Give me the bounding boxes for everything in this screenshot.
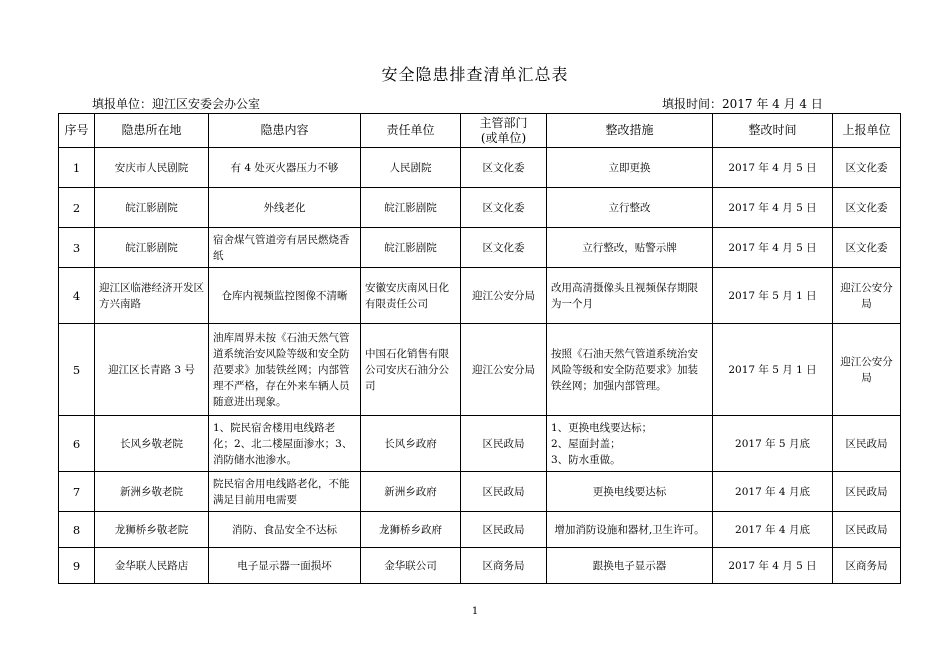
cell-reporter: 迎江公安分局: [833, 268, 901, 324]
header-dept-line1: 主管部门: [479, 115, 528, 130]
cell-measures: 增加消防设施和器材,卫生许可。: [547, 512, 713, 548]
cell-measures: 按照《石油天然气管道系统治安风险等级和安全防范要求》加装铁丝网；加强内部管理。: [547, 324, 713, 416]
cell-reporter: 区文化委: [833, 148, 901, 188]
cell-location: 皖江影剧院: [95, 188, 209, 228]
cell-reporter: 区民政局: [833, 472, 901, 512]
reporting-time: 填报时间：2017 年 4 月 4 日: [662, 97, 823, 111]
cell-seq: 4: [59, 268, 95, 324]
cell-responsible: 皖江影剧院: [361, 188, 461, 228]
hazard-summary-table: [58, 113, 901, 584]
cell-measures: 立即更换: [547, 148, 713, 188]
cell-content: 仓库内视频监控图像不清晰: [209, 268, 361, 324]
cell-time: 2017 年 4 月 5 日: [713, 148, 833, 188]
table-row: [59, 472, 901, 512]
cell-responsible: 中国石化销售有限公司安庆石油分公司: [361, 324, 461, 416]
header-seq: 序号: [59, 114, 95, 148]
cell-seq: 8: [59, 512, 95, 548]
cell-measures: 立行整改，贴警示牌: [547, 228, 713, 268]
cell-time: 2017 年 4 月 5 日: [713, 548, 833, 584]
cell-seq: 6: [59, 416, 95, 472]
cell-time: 2017 年 5 月 1 日: [713, 324, 833, 416]
cell-location: 龙狮桥乡敬老院: [95, 512, 209, 548]
cell-responsible: 新洲乡政府: [361, 472, 461, 512]
header-reporter: 上报单位: [833, 114, 901, 148]
cell-time: 2017 年 4 月底: [713, 472, 833, 512]
cell-location: 迎江区临港经济开发区方兴南路: [95, 268, 209, 324]
cell-dept: 区文化委: [461, 228, 547, 268]
cell-seq: 5: [59, 324, 95, 416]
cell-seq: 3: [59, 228, 95, 268]
table-row: [59, 512, 901, 548]
page-number: 1: [471, 606, 479, 617]
cell-reporter: 区商务局: [833, 548, 901, 584]
cell-content: 电子显示器一面损坏: [209, 548, 361, 584]
cell-reporter: 区文化委: [833, 228, 901, 268]
cell-seq: 7: [59, 472, 95, 512]
cell-dept: 区文化委: [461, 148, 547, 188]
cell-dept: 迎江公安分局: [461, 324, 547, 416]
cell-seq: 1: [59, 148, 95, 188]
cell-time: 2017 年 5 月 1 日: [713, 268, 833, 324]
cell-measures: 改用高清摄像头且视频保存期限为一个月: [547, 268, 713, 324]
table-row: [59, 228, 901, 268]
table-row: [59, 324, 901, 416]
table-row: [59, 148, 901, 188]
cell-dept: 区商务局: [461, 548, 547, 584]
cell-time: 2017 年 4 月 5 日: [713, 228, 833, 268]
cell-content: 宿舍煤气管道旁有居民燃烧香纸: [209, 228, 361, 268]
cell-reporter: 区民政局: [833, 512, 901, 548]
reporting-unit: 填报单位：迎江区安委会办公室: [92, 97, 261, 111]
cell-responsible: 龙狮桥乡政府: [361, 512, 461, 548]
cell-measures: 立行整改: [547, 188, 713, 228]
cell-responsible: 安徽安庆南风日化有限责任公司: [361, 268, 461, 324]
cell-seq: 2: [59, 188, 95, 228]
header-location: 隐患所在地: [95, 114, 209, 148]
table-row: [59, 268, 901, 324]
header-measures: 整改措施: [547, 114, 713, 148]
cell-time: 2017 年 4 月底: [713, 512, 833, 548]
table-row: [59, 548, 901, 584]
cell-content: 外线老化: [209, 188, 361, 228]
cell-reporter: 区民政局: [833, 416, 901, 472]
cell-dept: 区民政局: [461, 472, 547, 512]
header-content: 隐患内容: [209, 114, 361, 148]
cell-location: 金华联人民路店: [95, 548, 209, 584]
table-row: [59, 416, 901, 472]
header-time: 整改时间: [713, 114, 833, 148]
cell-content: 有 4 处灭火器压力不够: [209, 148, 361, 188]
header-responsible: 责任单位: [361, 114, 461, 148]
cell-location: 长风乡敬老院: [95, 416, 209, 472]
cell-measures: 更换电线要达标: [547, 472, 713, 512]
cell-responsible: 金华联公司: [361, 548, 461, 584]
cell-time: 2017 年 4 月 5 日: [713, 188, 833, 228]
page-title: 安全隐患排查清单汇总表: [381, 65, 569, 84]
cell-seq: 9: [59, 548, 95, 584]
cell-dept: 区民政局: [461, 416, 547, 472]
table-header-row: [59, 114, 901, 148]
cell-responsible: 皖江影剧院: [361, 228, 461, 268]
cell-measures: 跟换电子显示器: [547, 548, 713, 584]
cell-time: 2017 年 5 月底: [713, 416, 833, 472]
header-dept: [461, 114, 547, 148]
cell-content: 院民宿舍用电线路老化，不能满足目前用电需要: [209, 472, 361, 512]
cell-location: 新洲乡敬老院: [95, 472, 209, 512]
cell-content: 消防、食品安全不达标: [209, 512, 361, 548]
cell-location: 迎江区长青路 3 号: [95, 324, 209, 416]
table-row: [59, 188, 901, 228]
cell-measures: 1、更换电线要达标； 2、屋面封盖； 3、防水重做。: [547, 416, 713, 472]
cell-location: 皖江影剧院: [95, 228, 209, 268]
cell-dept: 迎江公安分局: [461, 268, 547, 324]
cell-responsible: 长风乡政府: [361, 416, 461, 472]
cell-dept: 区民政局: [461, 512, 547, 548]
cell-content: 油库周界未按《石油天然气管道系统治安风险等级和安全防范要求》加装铁丝网；内部管理不严格，存在外来车辆人员随意进出现象。: [209, 324, 361, 416]
cell-reporter: 区文化委: [833, 188, 901, 228]
cell-content: 1、院民宿舍楼用电线路老化；2、北二楼屋面渗水；3、消防储水池渗水。: [209, 416, 361, 472]
cell-responsible: 人民剧院: [361, 148, 461, 188]
cell-reporter: 迎江公安分局: [833, 324, 901, 416]
cell-location: 安庆市人民剧院: [95, 148, 209, 188]
cell-dept: 区文化委: [461, 188, 547, 228]
header-dept-line2: (或单位): [480, 130, 527, 145]
